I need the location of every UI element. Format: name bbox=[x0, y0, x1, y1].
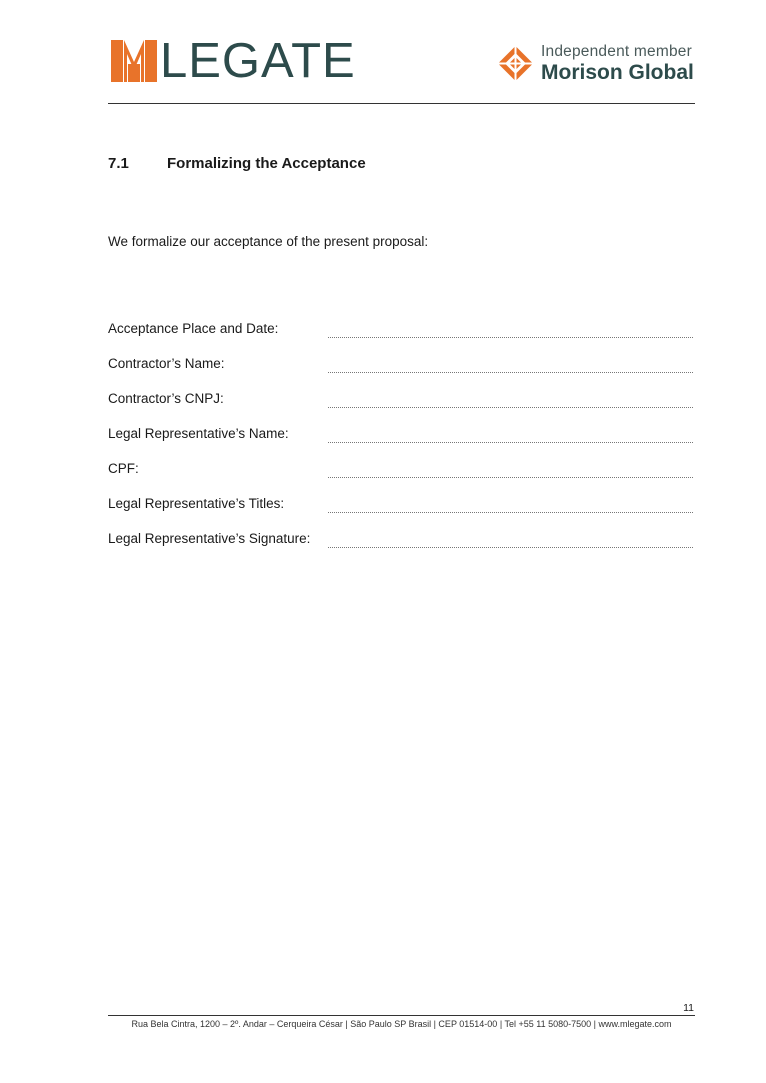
member-tag: Independent member bbox=[541, 43, 692, 60]
m-logo-mark-icon bbox=[111, 40, 157, 82]
form-field-legal-rep-titles bbox=[108, 496, 693, 516]
form-field-acceptance-place-date bbox=[108, 321, 693, 341]
form-field-legal-rep-signature bbox=[108, 531, 693, 551]
logo-text: LEGATE bbox=[160, 34, 356, 88]
header-divider bbox=[108, 103, 695, 104]
form-field-cpf bbox=[108, 461, 693, 481]
fill-in-line[interactable] bbox=[328, 477, 693, 478]
fill-in-line[interactable] bbox=[328, 337, 693, 338]
morison-global-logo bbox=[497, 44, 694, 83]
field-label: CPF: bbox=[108, 461, 139, 476]
intro-text: We formalize our acceptance of the present proposal: bbox=[108, 234, 429, 249]
fill-in-line[interactable] bbox=[328, 372, 693, 373]
morison-diamond-icon bbox=[497, 45, 534, 82]
mlegate-logo bbox=[111, 34, 356, 88]
fill-in-line[interactable] bbox=[328, 512, 693, 513]
field-label: Contractor’s Name: bbox=[108, 356, 225, 371]
form-field-legal-rep-name bbox=[108, 426, 693, 446]
fill-in-line[interactable] bbox=[328, 442, 693, 443]
fill-in-line[interactable] bbox=[328, 407, 693, 408]
section-heading bbox=[108, 155, 366, 172]
field-label: Acceptance Place and Date: bbox=[108, 321, 279, 336]
form-field-contractor-name bbox=[108, 356, 693, 376]
field-label: Legal Representative’s Name: bbox=[108, 426, 289, 441]
form-field-contractor-cnpj bbox=[108, 391, 693, 411]
footer-address: Rua Bela Cintra, 1200 – 2º. Andar – Cerqueira César | São Paulo SP Brasil | CEP 01514-00 | Tel +55 11 5080-7500 | www.mlegate.com bbox=[131, 1019, 672, 1029]
network-name: Morison Global bbox=[541, 60, 694, 84]
field-label: Legal Representative’s Titles: bbox=[108, 496, 285, 511]
fill-in-line[interactable] bbox=[328, 547, 693, 548]
section-title: Formalizing the Acceptance bbox=[167, 155, 366, 172]
field-label: Contractor’s CNPJ: bbox=[108, 391, 224, 406]
page-number: 11 bbox=[683, 1002, 694, 1014]
section-number: 7.1 bbox=[108, 155, 129, 172]
footer-divider bbox=[108, 1015, 695, 1016]
field-label: Legal Representative’s Signature: bbox=[108, 531, 311, 546]
